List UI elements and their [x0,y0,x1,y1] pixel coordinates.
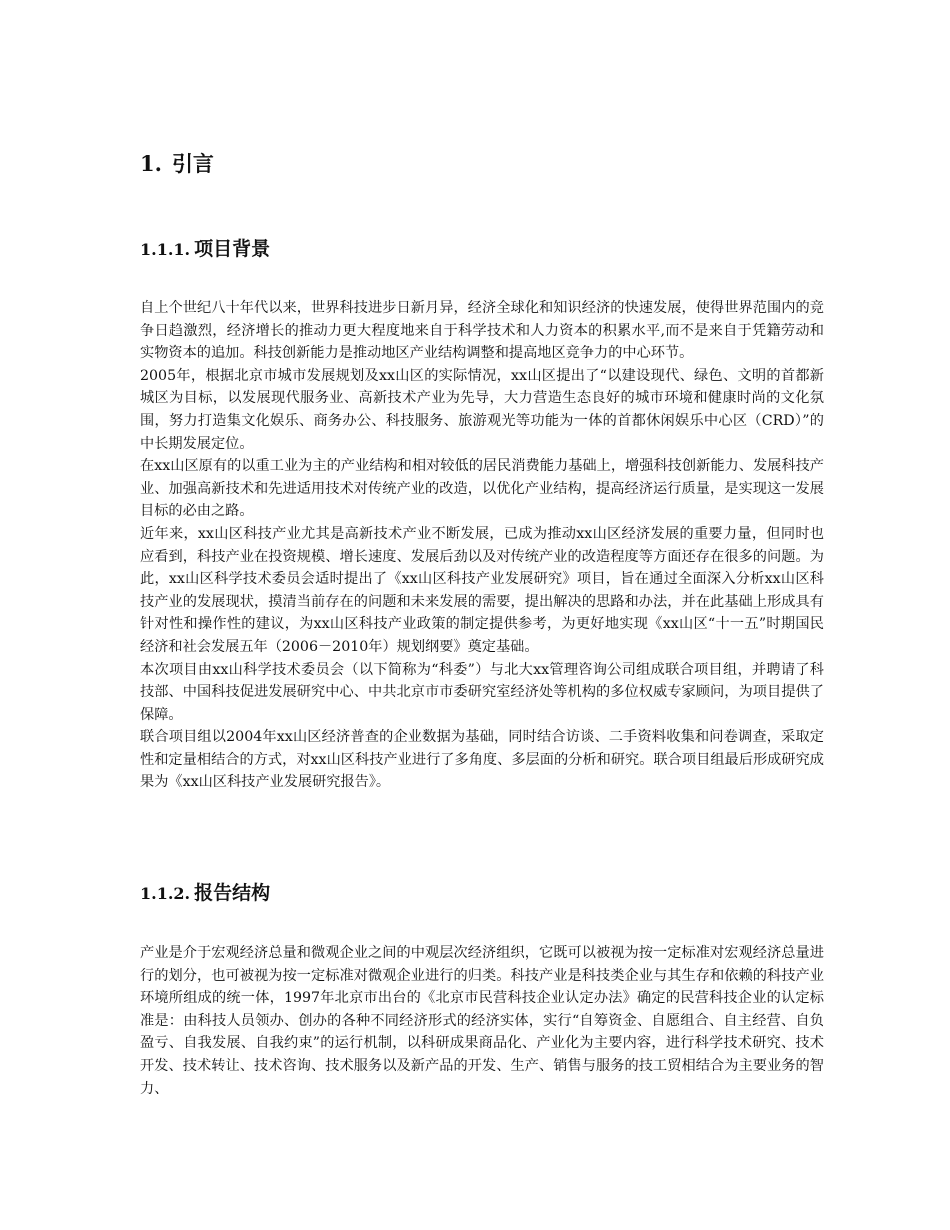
section-title: 项目背景 [194,238,271,260]
section-number: 1.1.1. [140,240,191,259]
section-body-report-structure [140,942,824,1100]
chapter-heading [140,150,214,178]
paragraph: 联合项目组以2004年xx山区经济普查的企业数据为基础，同时结合访谈、二手资料收集和问卷调查，采取定性和定量相结合的方式，对xx山区科技产业进行了多角度、多层面的分析和研究。联合项目组最后形成研究成果为《xx山区科技产业发展研究报告》。 [140,729,824,791]
paragraph: 自上个世纪八十年代以来，世界科技进步日新月异，经济全球化和知识经济的快速发展，使得世界范围内的竞争日趋激烈，经济增长的推动力更大程度地来自于科学技术和人力资本的积累水平,而不是来自于凭籍劳动和实物资本的追加。科技创新能力是推动地区产业结构调整和提高地区竞争力的中心环节。 [140,300,824,362]
chapter-number: 1. [140,151,162,176]
section-heading-background [140,236,270,263]
section-body-background [140,297,824,794]
paragraph: 在xx山区原有的以重工业为主的产业结构和相对较低的居民消费能力基础上，增强科技创新能力、发展科技产业、加强高新技术和先进适用技术对传统产业的改造，以优化产业结构，提高经济运行质量，是实现这一发展目标的必由之路。 [140,458,824,520]
paragraph: 产业是介于宏观经济总量和微观企业之间的中观层次经济组织，它既可以被视为按一定标准对宏观经济总量进行的划分，也可被视为按一定标准对微观企业进行的归类。科技产业是科技类企业与其生存和依赖的科技产业环境所组成的统一体，1997年北京市出台的《北京市民营科技企业认定办法》确定的民营科技企业的认定标准是：由科技人员领办、创办的各种不同经济形式的经济实体，实行“自筹资金、自愿组合、自主经营、自负盈亏、自我发展、自我约束”的运行机制，以科研成果商品化、产业化为主要内容，进行科学技术研究、技术开发、技术转让、技术咨询、技术服务以及新产品的开发、生产、销售与服务的技工贸相结合为主要业务的智力、 [140,945,824,1097]
section-title: 报告结构 [194,882,271,904]
paragraph: 2005年，根据北京市城市发展规划及xx山区的实际情况，xx山区提出了“以建设现代、绿色、文明的首都新城区为目标，以发展现代服务业、高新技术产业为先导，大力营造生态良好的城市环境和健康时尚的文化氛围，努力打造集文化娱乐、商务办公、科技服务、旅游观光等功能为一体的首都休闲娱乐中心区（CRD）”的中长期发展定位。 [140,367,824,452]
paragraph: 近年来，xx山区科技产业尤其是高新技术产业不断发展，已成为推动xx山区经济发展的重要力量，但同时也应看到，科技产业在投资规模、增长速度、发展后劲以及对传统产业的改造程度等方面还存在很多的问题。为此，xx山区科学技术委员会适时提出了《xx山区科技产业发展研究》项目，旨在通过全面深入分析xx山区科技产业的发展现状，摸清当前存在的问题和未来发展的需要，提出解决的思路和办法，并在此基础上形成具有针对性和操作性的建议，为xx山区科技产业政策的制定提供参考，为更好地实现《xx山区“十一五”时期国民经济和社会发展五年（2006－2010年）规划纲要》奠定基础。 [140,525,824,655]
section-number: 1.1.2. [140,884,191,903]
chapter-title: 引言 [171,151,214,176]
section-heading-report-structure [140,880,270,907]
paragraph: 本次项目由xx山科学技术委员会（以下简称为“科委”）与北大xx管理咨询公司组成联合项目组，并聘请了科技部、中国科技促进发展研究中心、中共北京市市委研究室经济处等机构的多位权威专家顾问，为项目提供了保障。 [140,661,824,723]
